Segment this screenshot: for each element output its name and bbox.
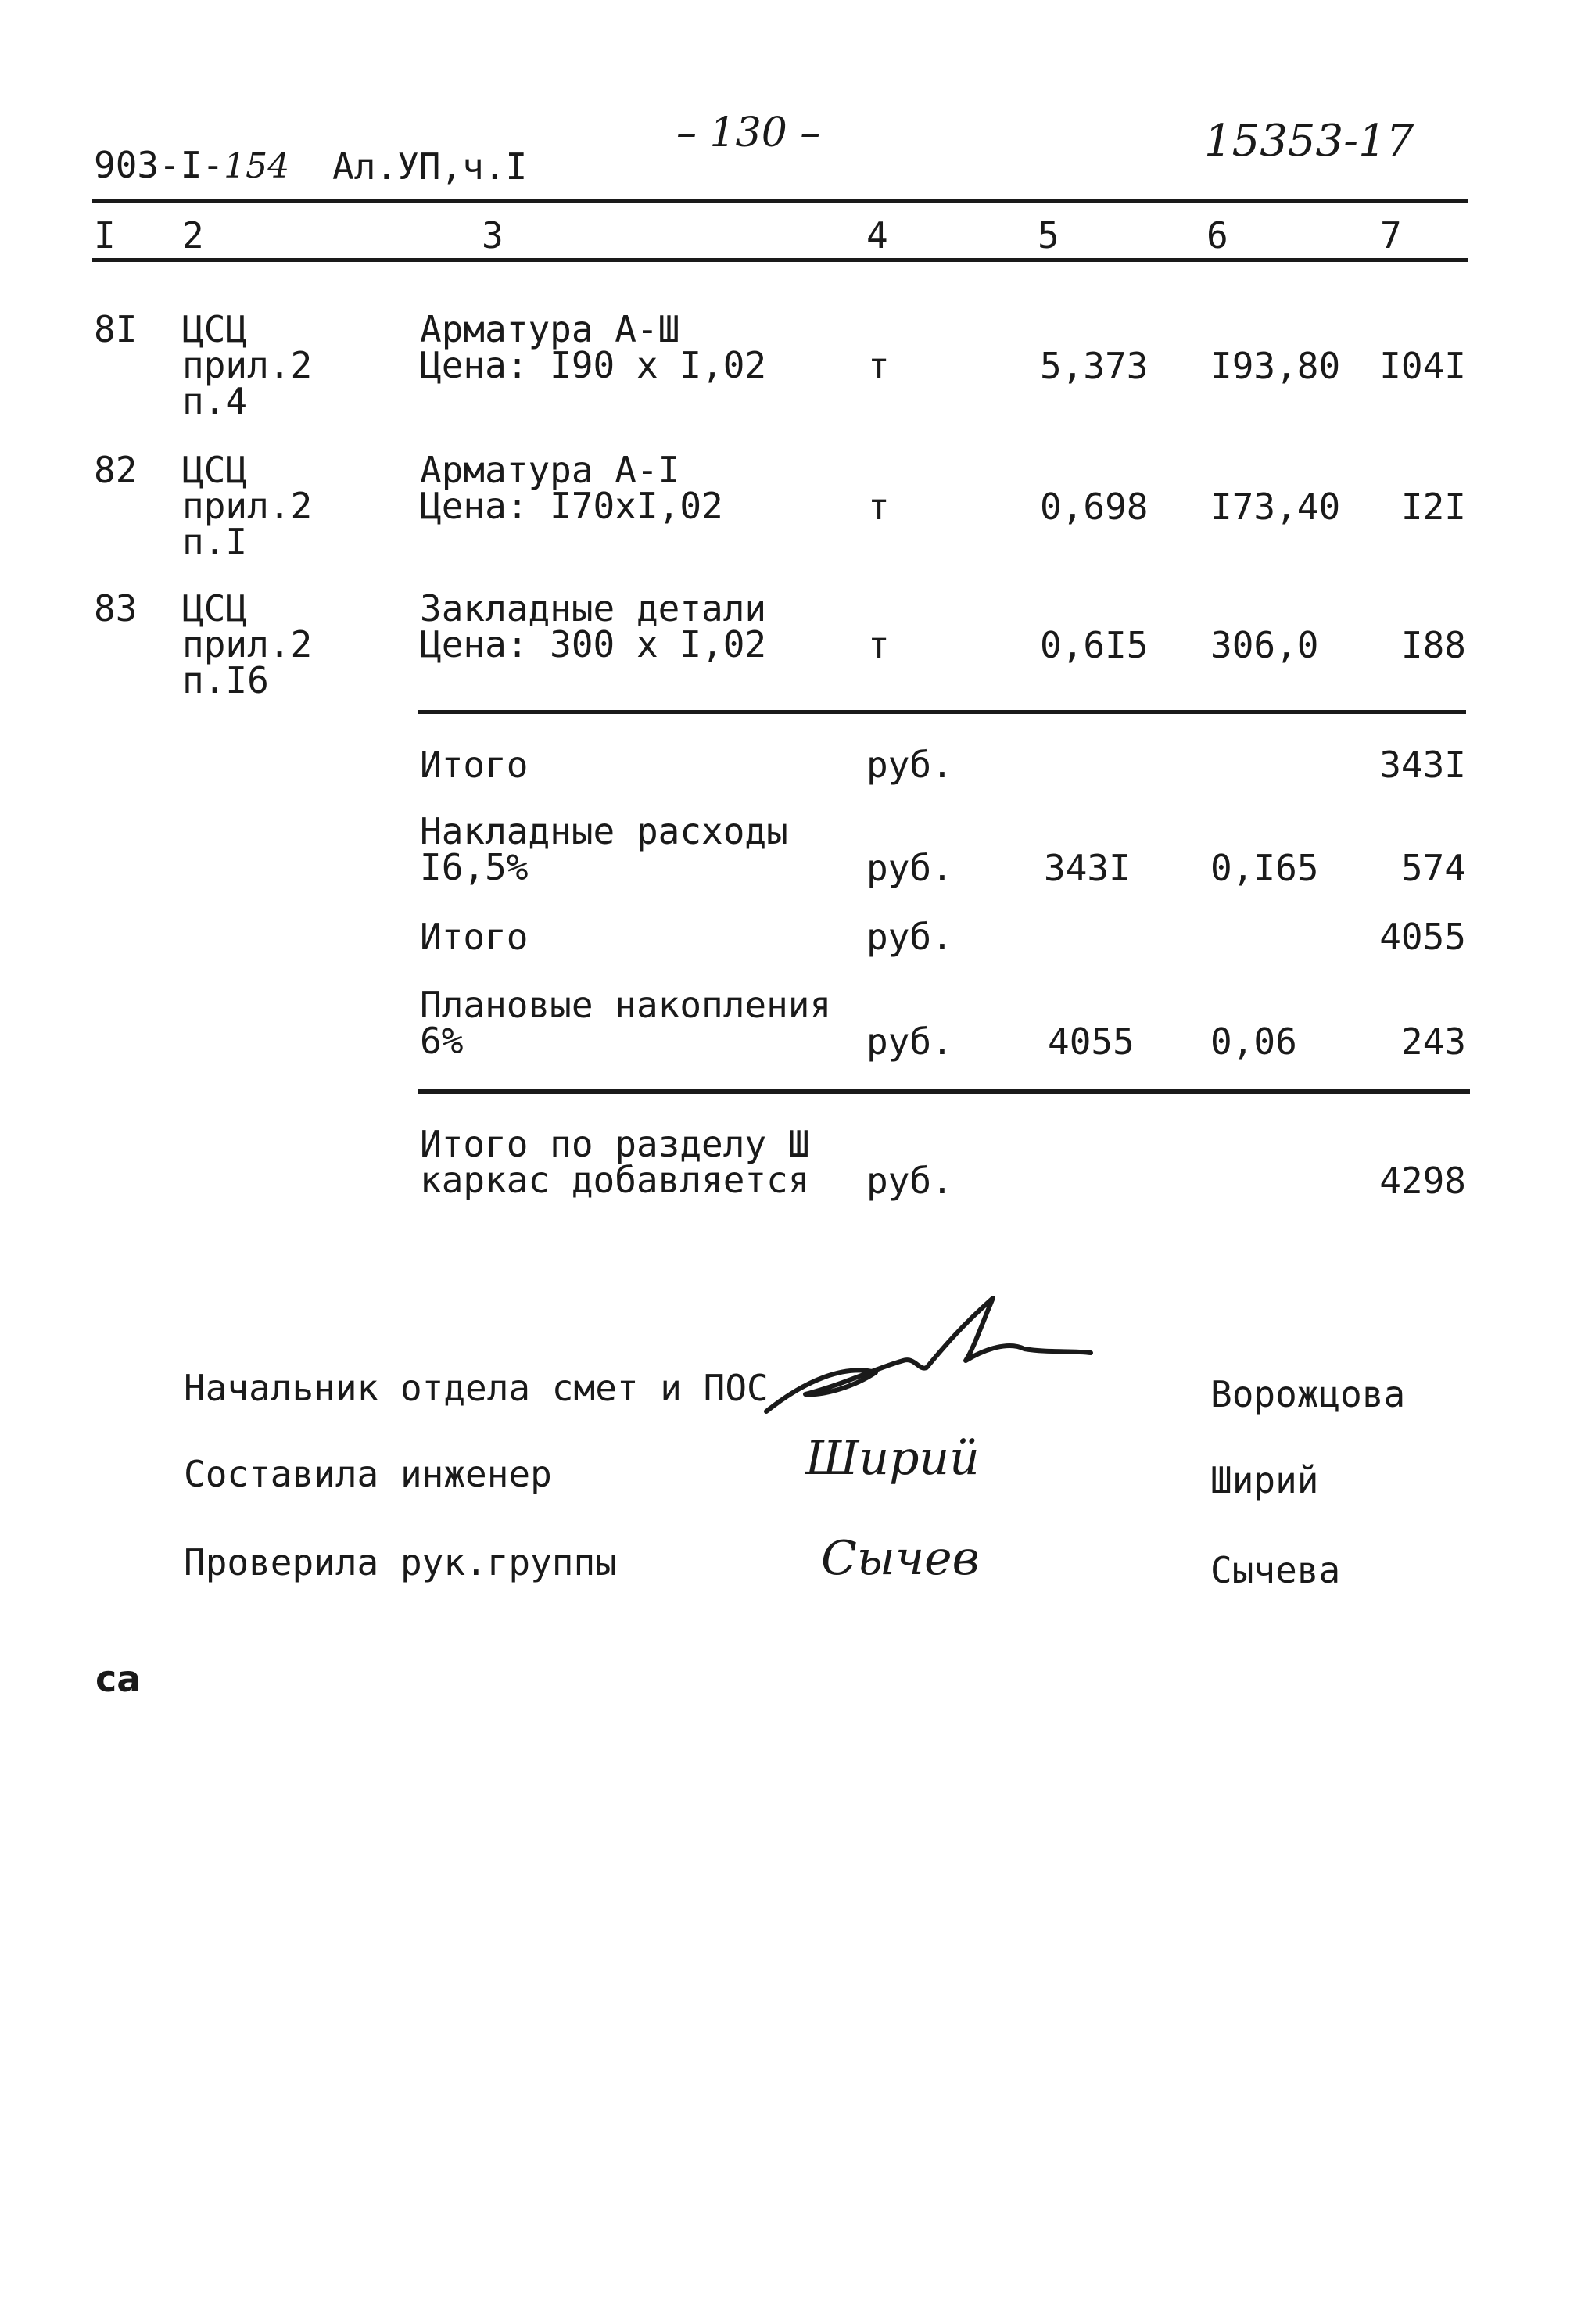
- row-description: Закладные детали Цена: 300 x I,02: [420, 587, 767, 665]
- row-number: 83: [94, 587, 138, 629]
- col-header-7: 7: [1380, 214, 1402, 256]
- signatory-name: Ширий: [1210, 1459, 1319, 1501]
- row-description: Арматура А-I Цена: I70хI,02: [420, 449, 723, 527]
- album-label: Ал.УП,ч.I: [332, 145, 528, 188]
- summary-quantity: 4055: [1048, 1020, 1135, 1063]
- row-reference: ЦСЦ прил.2 п.I: [182, 449, 313, 563]
- signature-role: Начальник отдела смет и ПОС: [184, 1367, 769, 1409]
- col-header-4: 4: [866, 214, 888, 256]
- subtotal-rule: [418, 710, 1466, 714]
- row-unit: т: [868, 486, 890, 528]
- summary-total: 243: [1400, 1020, 1466, 1063]
- handwritten-signature: Сычев: [821, 1531, 980, 1586]
- row-price: 306,0: [1210, 624, 1319, 666]
- header-top-rule: [92, 199, 1468, 203]
- signatory-name: Сычева: [1210, 1549, 1341, 1591]
- signature-role: Составила инженер: [184, 1453, 552, 1495]
- col-header-6: 6: [1206, 214, 1228, 256]
- summary-price: 0,I65: [1210, 847, 1319, 889]
- summary-description: Итого: [420, 916, 529, 958]
- row-total: I2I: [1400, 486, 1466, 528]
- row-price: I93,80: [1210, 345, 1341, 387]
- col-header-3: 3: [482, 214, 504, 256]
- summary-description: Накладные расходы I6,5%: [420, 810, 788, 888]
- footer-mark: са: [95, 1658, 142, 1700]
- summary-total: 574: [1400, 847, 1466, 889]
- page-number: – 130 –: [676, 109, 821, 156]
- summary-total: 343I: [1379, 744, 1466, 786]
- summary-description: Плановые накопления 6%: [420, 984, 832, 1062]
- row-total: I88: [1400, 624, 1466, 666]
- col-header-1: I: [94, 214, 116, 256]
- doc-number: 15353-17: [1204, 116, 1414, 167]
- summary-price: 0,06: [1210, 1020, 1297, 1063]
- section-total-unit: руб.: [866, 1160, 953, 1202]
- row-price: I73,40: [1210, 486, 1341, 528]
- row-unit: т: [868, 624, 890, 666]
- code-printed: 903-I-: [94, 144, 224, 186]
- row-description: Арматура А-Ш Цена: I90 x I,02: [420, 308, 767, 386]
- section-total-value: 4298: [1379, 1160, 1466, 1202]
- summary-unit: руб.: [866, 1020, 953, 1063]
- summary-quantity: 343I: [1044, 847, 1131, 889]
- code-handwritten: 154: [224, 146, 290, 186]
- row-quantity: 0,6I5: [1040, 624, 1149, 666]
- row-unit: т: [868, 345, 890, 387]
- row-quantity: 5,373: [1040, 345, 1149, 387]
- handwritten-signature: Шириӥ: [805, 1431, 980, 1486]
- header-bottom-rule: [92, 258, 1468, 262]
- summary-total: 4055: [1379, 916, 1466, 958]
- summary-unit: руб.: [866, 847, 953, 889]
- row-number: 82: [94, 449, 138, 491]
- row-number: 8I: [94, 308, 138, 350]
- col-header-5: 5: [1038, 214, 1059, 256]
- summary-description: Итого: [420, 744, 529, 786]
- handwritten-signature: [758, 1294, 1102, 1435]
- section-total-description: Итого по разделу Ш каркас добавляется: [420, 1123, 810, 1201]
- row-reference: ЦСЦ прил.2 п.I6: [182, 587, 313, 701]
- summary-unit: руб.: [866, 916, 953, 958]
- signatory-name: Ворожцова: [1210, 1373, 1406, 1415]
- col-header-2: 2: [182, 214, 204, 256]
- row-reference: ЦСЦ прил.2 п.4: [182, 308, 313, 422]
- summary-unit: руб.: [866, 744, 953, 786]
- signature-role: Проверила рук.группы: [184, 1541, 617, 1583]
- document-code: [94, 144, 290, 186]
- section-total-rule: [418, 1089, 1470, 1094]
- row-total: I04I: [1379, 345, 1466, 387]
- row-quantity: 0,698: [1040, 486, 1149, 528]
